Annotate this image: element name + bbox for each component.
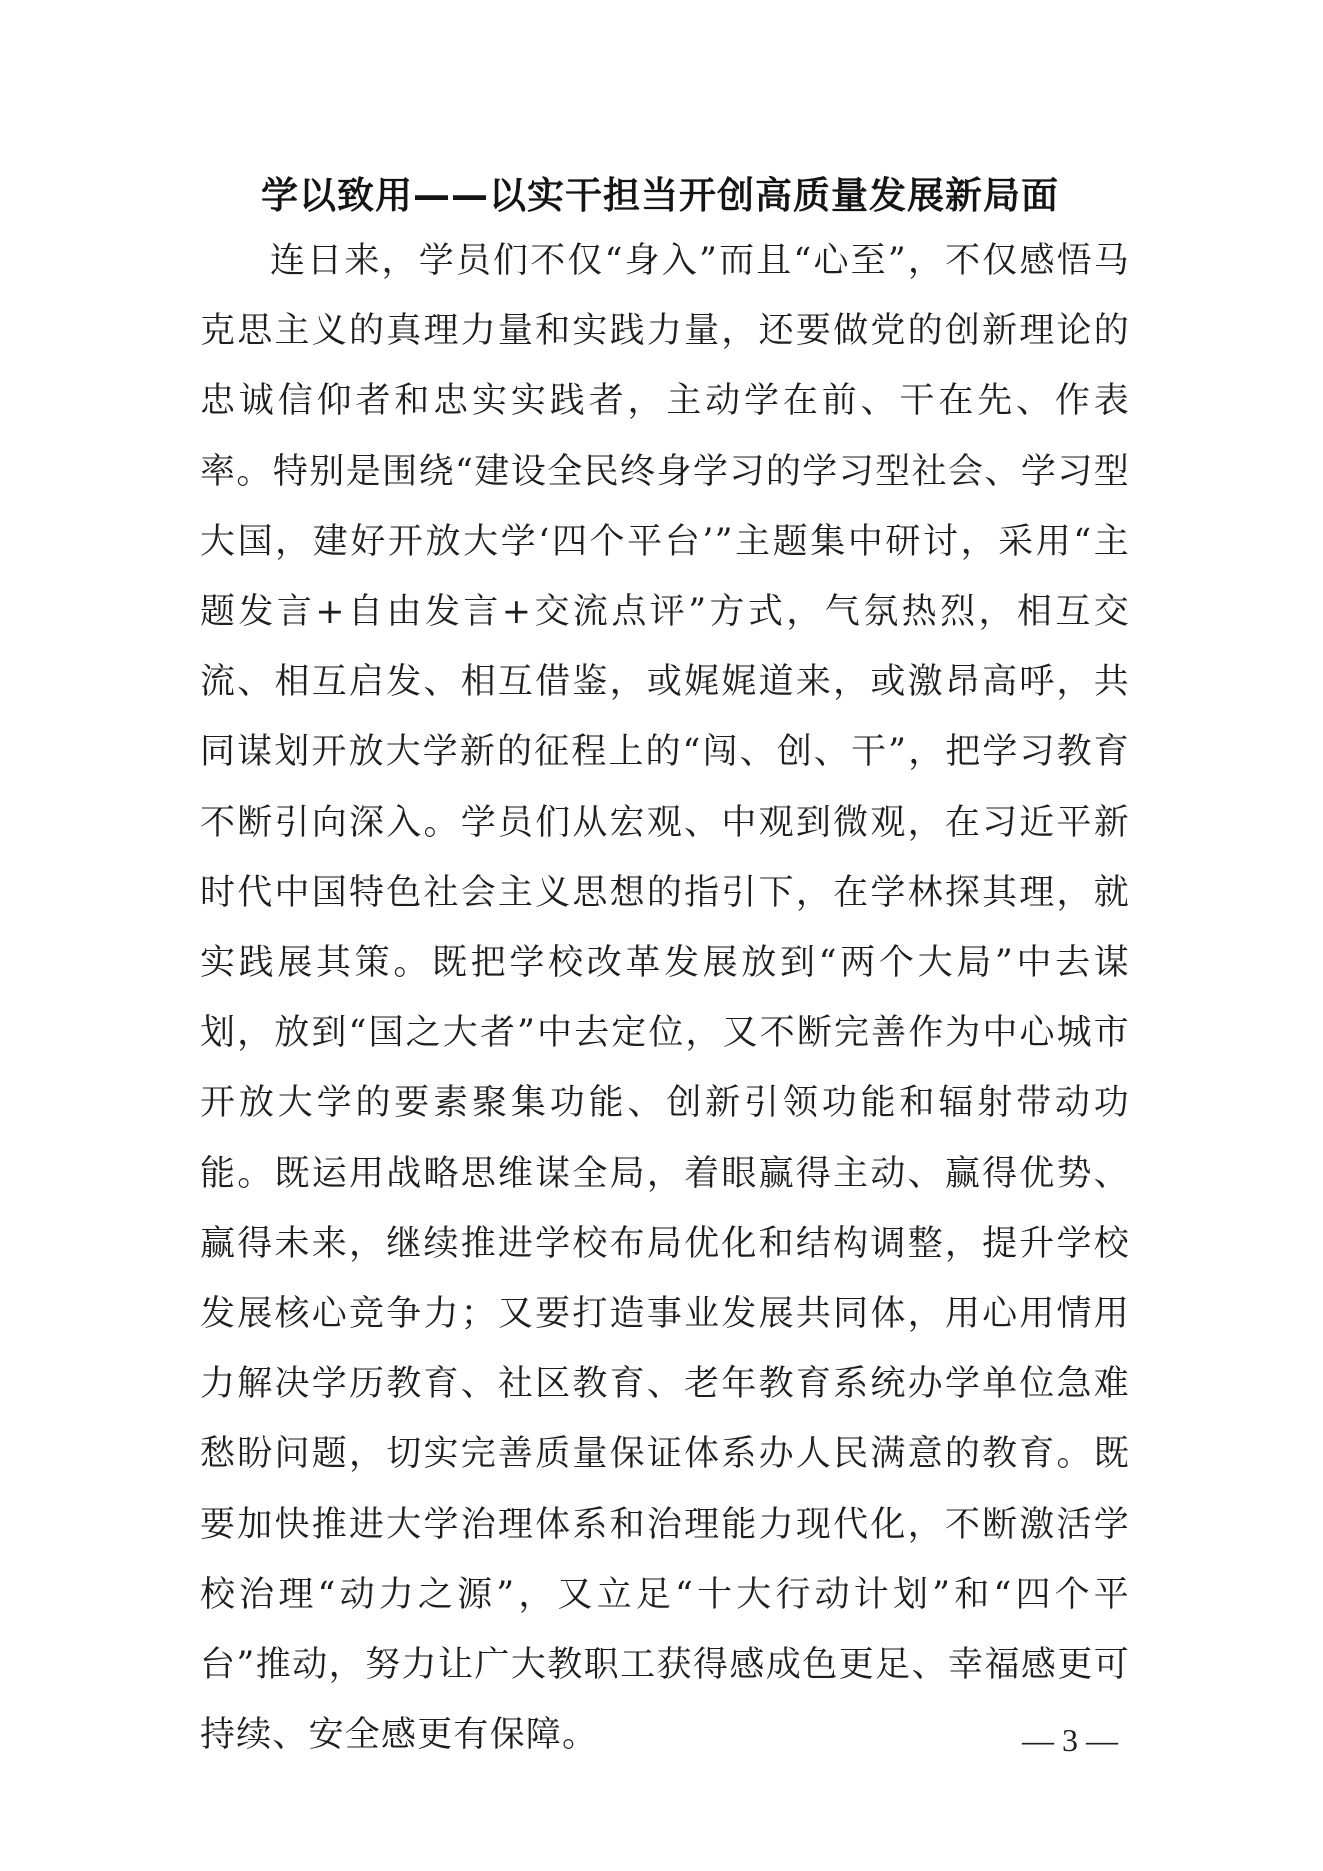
page-number: — 3 — [1022,1722,1118,1758]
document-title: 学以致用——以实干担当开创高质量发展新局面 [261,174,1059,217]
body-paragraph: 连日来，学员们不仅“身入”而且“心至”，不仅感悟马克思主义的真理力量和实践力量，还要做党的创新理论的忠诚信仰者和忠实实践者，主动学在前、干在先、作表率。特别是围绕“建设全民终身学习的学习型社会、学习型大国，建好开放大学‘四个平台’”主题集中研讨，采用“主题发言+自由发言+交流点评”方式，气氛热烈，相互交流、相互启发、相互借鉴，或娓娓道来，或激昂高呼，共同谋划开放大学新的征程上的“闯、创、干”，把学习教育不断引向深入。学员们从宏观、中观到微观，在习近平新时代中国特色社会主义思想的指引下，在学林探其理，就实践展其策。既把学校改革发展放到“两个大局”中去谋划，放到“国之大者”中去定位，又不断完善作为中心城市开放大学的要素聚集功能、创新引领功能和辐射带动功能。既运用战略思维谋全局，着眼赢得主动、赢得优势、赢得未来，继续推进学校布局优化和结构调整，提升学校发展核心竞争力；又要打造事业发展共同体，用心用情用力解决学历教育、社区教育、老年教育系统办学单位急难愁盼问题，切实完善质量保证体系办人民满意的教育。既要加快推进大学治理体系和治理能力现代化，不断激活学校治理“动力之源”，又立足“十大行动计划”和“四个平台”推动，努力让广大教职工获得感成色更足、幸福感更可持续、安全感更有保障。 [200,241,1130,1756]
